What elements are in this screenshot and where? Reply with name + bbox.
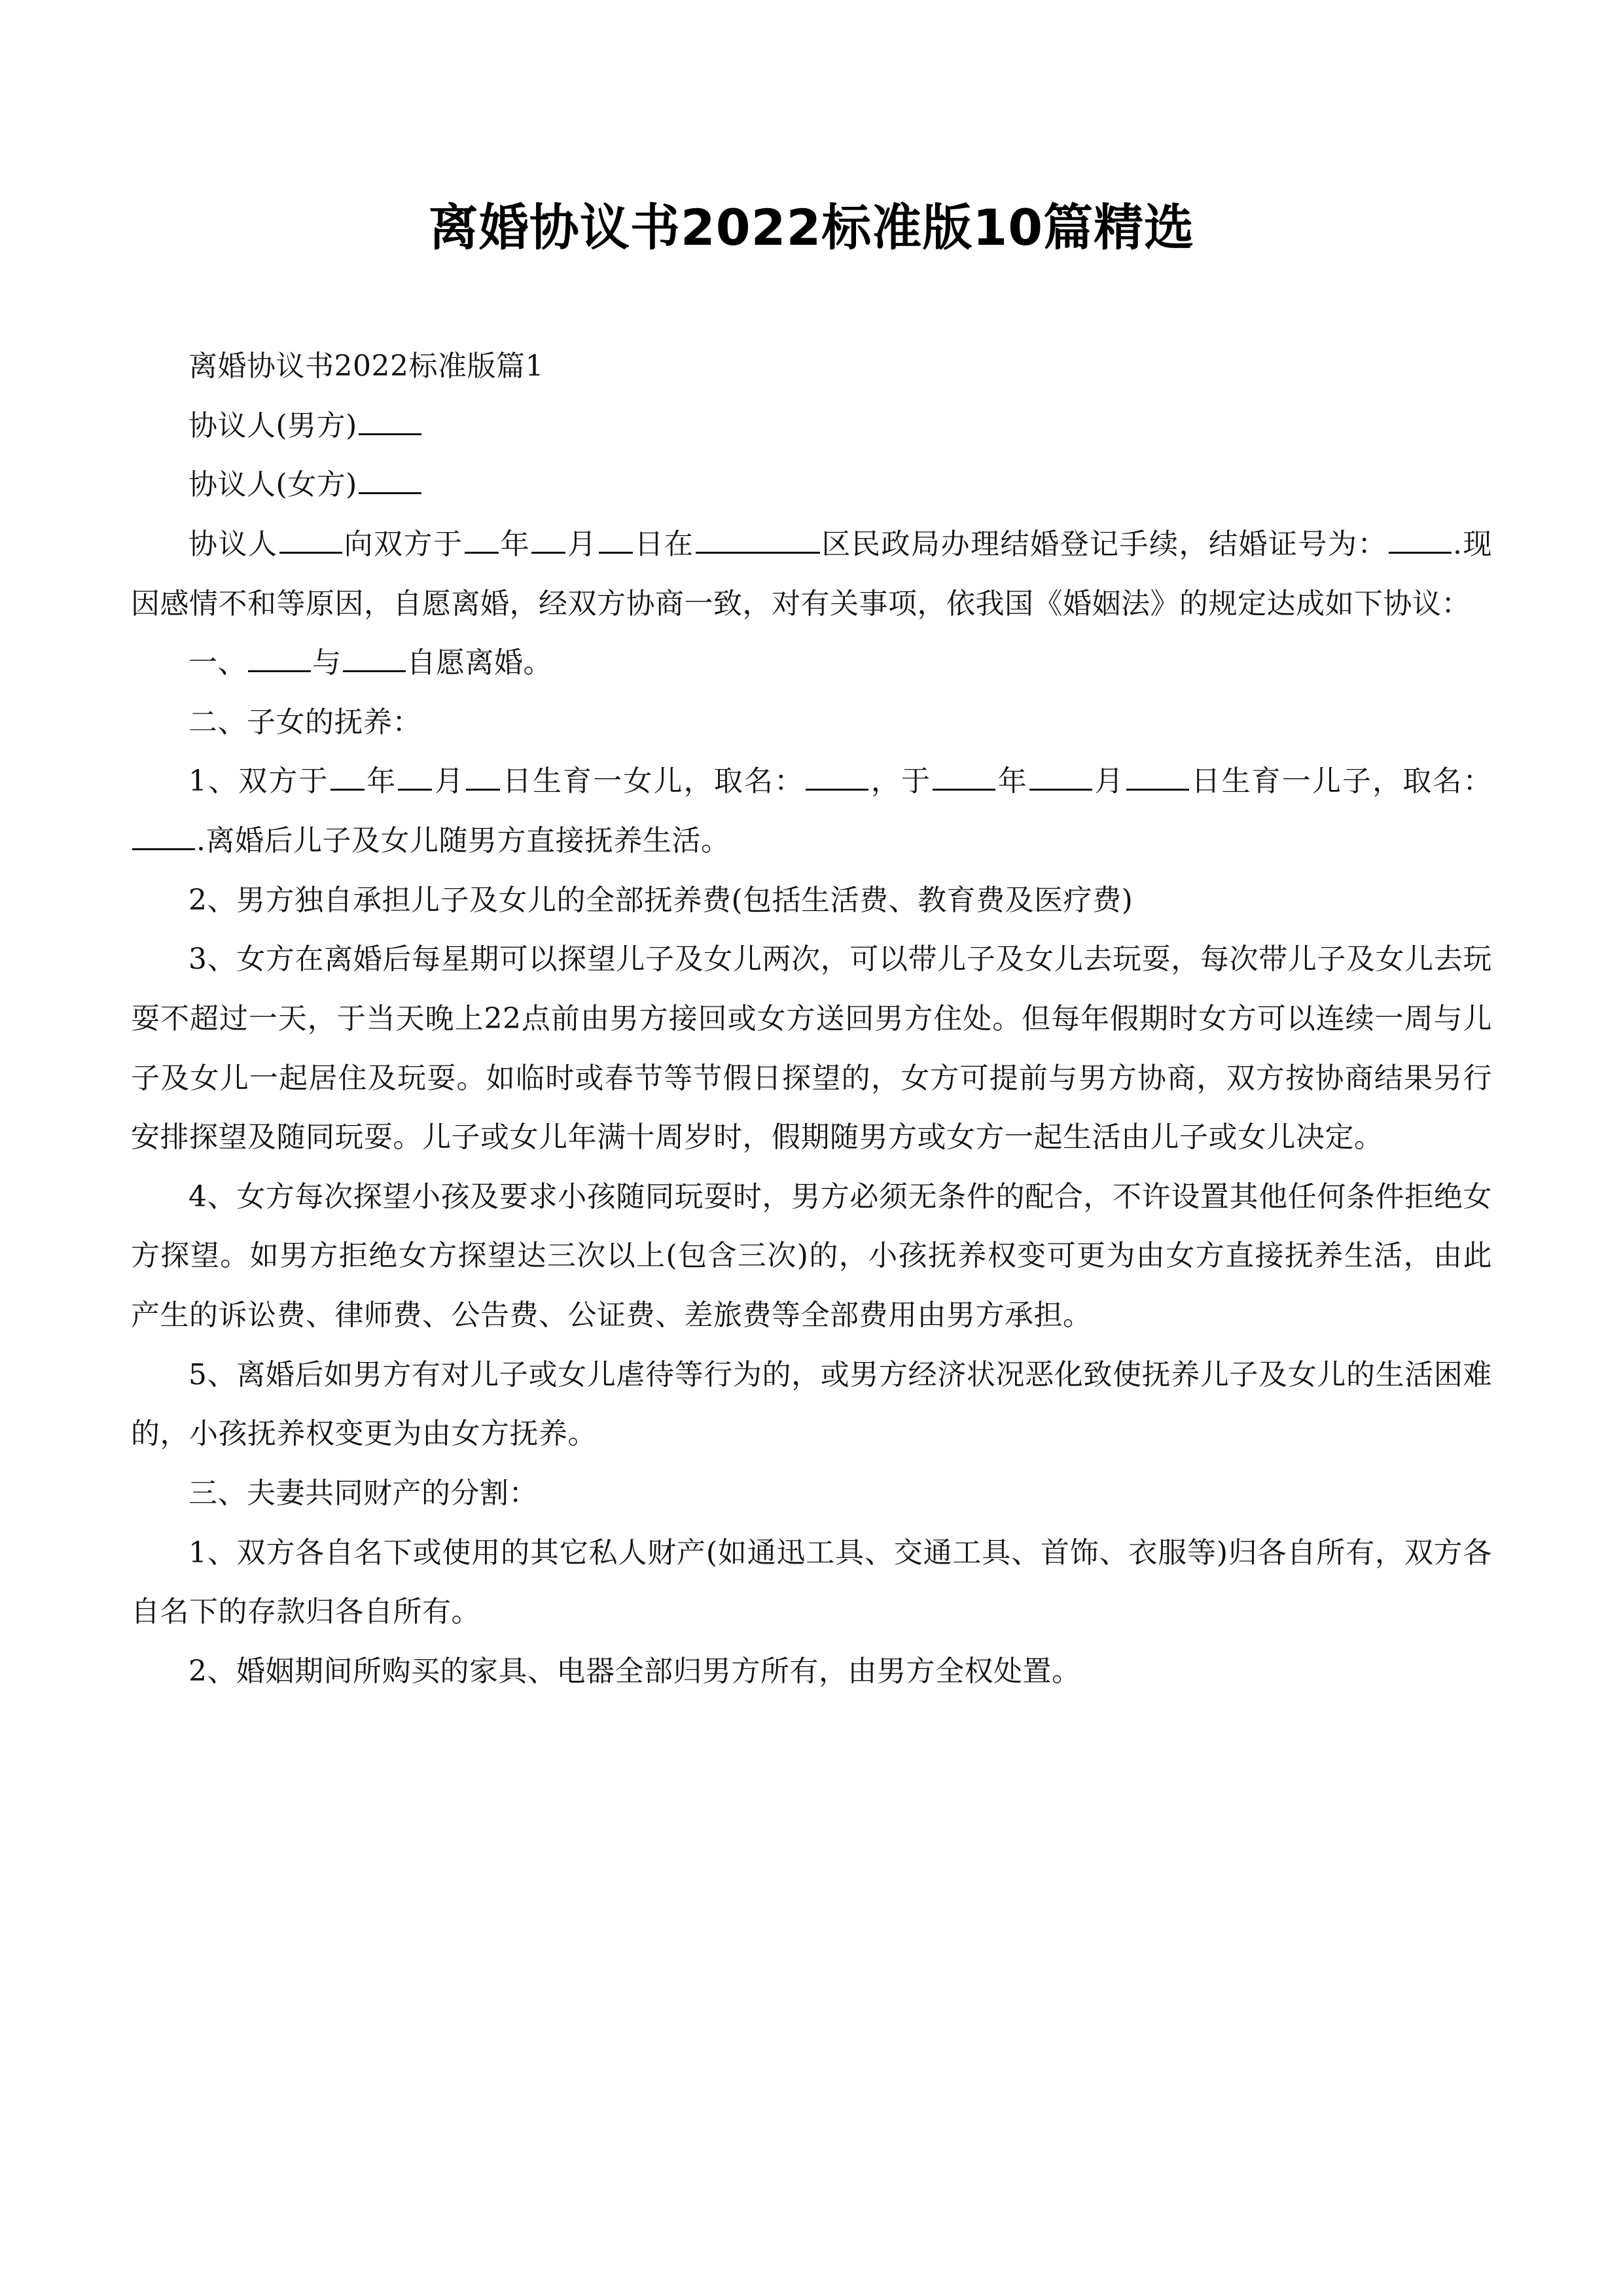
item-text-f: 年 — [997, 764, 1028, 798]
article-2-item-4 — [131, 1168, 1492, 1346]
item1-blank-name-2 — [132, 821, 195, 850]
article-3-heading: 三、夫妻共同财产的分割： — [188, 1476, 538, 1510]
item-number: 2、 — [188, 883, 236, 917]
intro-paragraph — [131, 515, 1492, 634]
intro-blank-day — [599, 524, 633, 554]
intro-blank-cert — [1389, 524, 1452, 554]
item-text-g: 月 — [1093, 764, 1125, 798]
item-text: 双方各自名下或使用的其它私人财产(如通迅工具、交通工具、首饰、衣服等)归各自所有，双方各自名下的存款归各自所有。 — [131, 1535, 1493, 1629]
item1-blank-year-2 — [933, 762, 995, 791]
article-1-line — [131, 634, 1492, 693]
intro-text-g: .现因感情不和等原因，自愿离婚，经双方协商一致，对有关事项，依我国《婚姻法》的规定达成如下协议： — [131, 527, 1492, 620]
item1-blank-day-2 — [1126, 762, 1189, 791]
item-text: 男方独自承担儿子及女儿的全部抚养费(包括生活费、教育费及医疗费) — [236, 883, 1133, 917]
item-number: 4、 — [188, 1179, 237, 1213]
article-2-item-5 — [131, 1346, 1492, 1464]
article-1-tail: 自愿离婚。 — [406, 646, 552, 680]
article-3-item-1 — [131, 1524, 1492, 1642]
item-text-i: .离婚后儿子及女儿随男方直接抚养生活。 — [196, 824, 730, 857]
item-number: 2、 — [188, 1654, 236, 1688]
item-text-a: 双方于 — [238, 764, 329, 798]
item-text-h: 日生育一儿子，取名： — [1190, 764, 1493, 798]
intro-blank-1 — [279, 524, 342, 554]
party-female-blank — [359, 465, 421, 494]
item1-blank-month-2 — [1029, 762, 1092, 791]
page-title: 离婚协议书2022标准版10篇精选 — [428, 198, 1195, 257]
intro-blank-district — [696, 524, 820, 554]
item-text: 女方每次探望小孩及要求小孩随同玩耍时，男方必须无条件的配合，不许设置其他任何条件拒绝女方探望。如男方拒绝女方探望达三次以上(包含三次)的，小孩抚养权变可更为由女方直接抚养生活，由此产生的诉讼费、律师费、公告费、公证费、差旅费等全部费用由男方承担。 — [131, 1179, 1492, 1332]
article-2-heading: 二、子女的抚养： — [188, 705, 421, 739]
party-male-label: 协议人(男方) — [188, 408, 357, 442]
item1-blank-name-1 — [806, 762, 868, 791]
item-text: 婚姻期间所购买的家具、电器全部归男方所有，由男方全权处置。 — [236, 1654, 1081, 1688]
intro-text-f: 区民政局办理结婚登记手续，结婚证号为： — [821, 527, 1387, 561]
document-body — [131, 337, 1492, 1701]
article-2-item-3 — [131, 930, 1492, 1168]
party-female-line — [131, 456, 1492, 515]
intro-text-a: 协议人 — [188, 527, 278, 561]
party-female-label: 协议人(女方) — [188, 468, 357, 502]
intro-blank-month — [531, 524, 565, 554]
item-text: 离婚后如男方有对儿子或女儿虐待等行为的，或男方经济状况恶化致使抚养儿子及女儿的生活困难的，小孩抚养权变更为由女方抚养。 — [131, 1357, 1492, 1451]
item-text-b: 年 — [365, 764, 397, 798]
intro-text-c: 年 — [499, 527, 530, 561]
item-text-e: ，于 — [870, 764, 932, 798]
intro-blank-year — [465, 524, 499, 554]
article-2-item-2 — [131, 871, 1492, 931]
article-2-item-1 — [131, 752, 1492, 870]
article-1-mid: 与 — [312, 646, 342, 680]
intro-text-d: 月 — [567, 527, 597, 561]
item-text: 女方在离婚后每星期可以探望儿子及女儿两次，可以带儿子及女儿去玩耍，每次带儿子及女儿去玩耍不超过一天，于当天晚上22点前由男方接回或女方送回男方住处。但每年假期时女方可以连续一周与儿子及女儿一起居住及玩耍。如临时或春节等节假日探望的，女方可提前与男方协商，双方按协商结果另行安排探望及随同玩耍。儿子或女儿年满十周岁时，假期随男方或女方一起生活由儿子或女儿决定。 — [131, 942, 1492, 1155]
article-3-item-2 — [131, 1642, 1492, 1702]
article-1-blank-2 — [343, 643, 406, 672]
article-1-blank-1 — [248, 643, 311, 672]
item1-blank-month-1 — [398, 762, 432, 791]
item-number: 3、 — [188, 942, 237, 977]
item-number: 1、 — [188, 1535, 237, 1570]
party-male-line — [131, 397, 1492, 456]
section-heading: 离婚协议书2022标准版篇1 — [188, 350, 544, 383]
party-male-blank — [359, 406, 421, 435]
item-text-c: 月 — [433, 764, 465, 798]
item-text-d: 日生育一女儿，取名： — [501, 764, 805, 798]
item1-blank-day-1 — [466, 762, 500, 791]
article-1-label: 一、 — [188, 646, 247, 680]
intro-text-b: 向双方于 — [343, 527, 463, 561]
item1-blank-year-1 — [330, 762, 365, 791]
item-number: 1、 — [188, 764, 239, 798]
item-number: 5、 — [188, 1357, 237, 1391]
intro-text-e: 日在 — [633, 527, 694, 561]
